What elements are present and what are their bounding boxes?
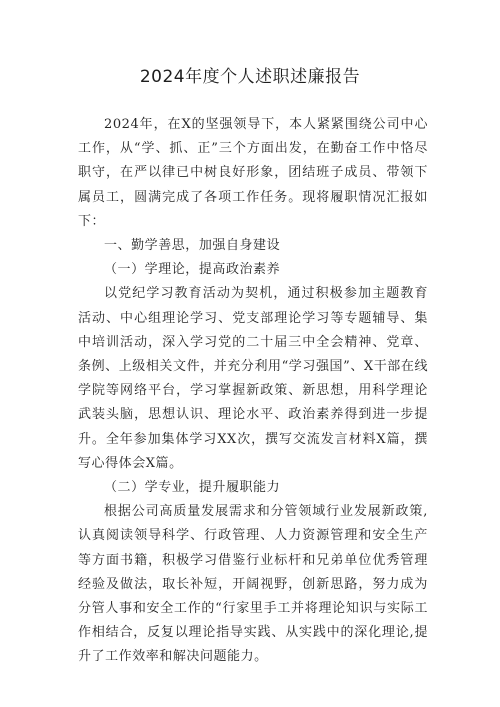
paragraph-theory-study: 以党纪学习教育活动为契机，通过积极参加主题教育活动、中心组理论学习、党支部理论学习等专题辅导、集中培训活动，深入学习党的二十届三中全会精神、党章、条例、上级相关文件，并充分利用“学习强国”、X干部在线学院等网络平台，学习掌握新政策、新思想，用科学理论武装头脑，思想认识、理论水平、政治素养得到进一步提升。全年参加集体学习XX次，撰写交流发言材料X篇，撰写心得体会X篇。 xyxy=(78,286,428,471)
document-title: 2024年度个人述职述廉报告 xyxy=(139,67,361,87)
paragraph-professional-study: 根据公司高质量发展需求和分管领域行业发展新政策,认真阅读领导科学、行政管理、人力资源管理和安全生产等方面书籍，积极学习借鉴行业标杆和兄弟单位优秀管理经验及做法，取长补短，开阔视野，创新思路，努力成为分管人事和安全工作的“行家里手工并将理论知识与实际工作相结合，反复以理论指导实践、从实践中的深化理论,提升了工作效率和解决问题能力。 xyxy=(78,504,428,665)
paragraph-intro: 2024年，在X的坚强领导下，本人紧紧围绕公司中心工作，从“学、抓、正”三个方面出发，在勤奋工作中恪尽职守，在严以律已中树良好形象，团结班子成员、带领下属员工，圆满完成了各项工作任务。现将履职情况汇报如下： xyxy=(78,117,428,229)
section-heading-1: 一、勤学善思，加强自身建设 xyxy=(104,238,281,254)
document-body xyxy=(78,113,428,670)
subsection-heading-2: （二）学专业，提升履职能力 xyxy=(104,480,281,496)
subsection-heading-1: （一）学理论，提高政治素养 xyxy=(104,262,281,278)
